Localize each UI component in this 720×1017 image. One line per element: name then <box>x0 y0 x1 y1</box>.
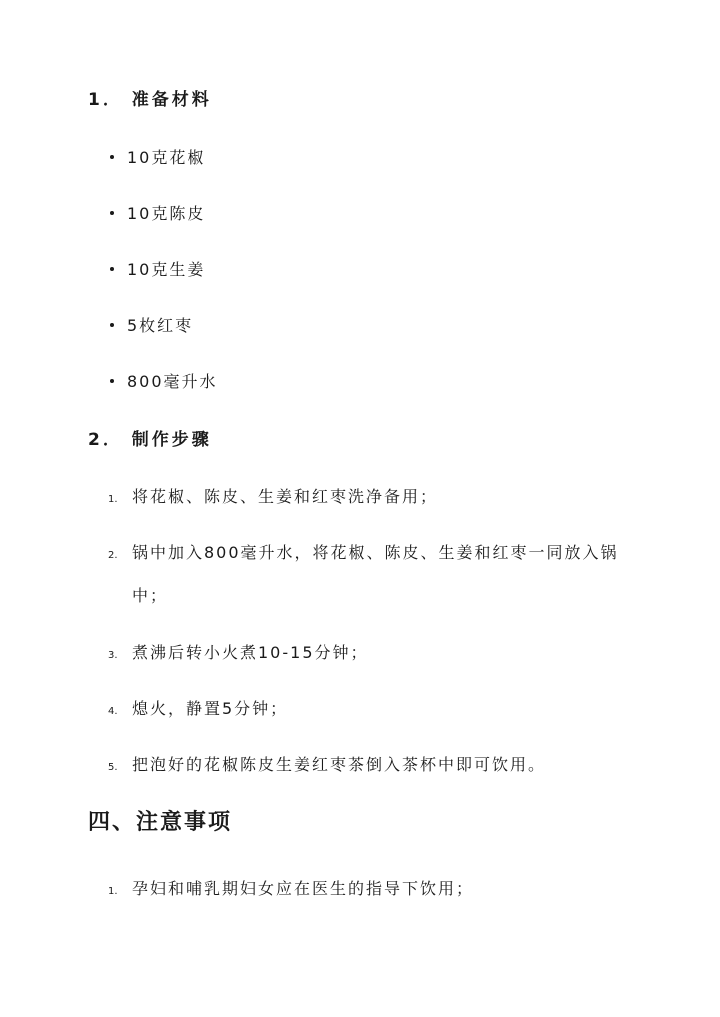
step-number: 1. <box>108 494 118 505</box>
list-item-text: 5枚红枣 <box>127 316 194 335</box>
bullet-icon <box>110 211 114 215</box>
list-item-text: 10克陈皮 <box>127 204 206 223</box>
bullet-icon <box>110 323 114 327</box>
step-number: 3. <box>108 650 118 661</box>
list-item-text: 10克生姜 <box>127 260 206 279</box>
section-heading-materials: 1． 准备材料 <box>88 90 212 110</box>
step-text: 孕妇和哺乳期妇女应在医生的指导下饮用； <box>132 879 475 898</box>
step-text: 锅中加入800毫升水，将花椒、陈皮、生姜和红枣一同放入锅 <box>132 543 619 562</box>
step-text-continuation: 中； <box>132 586 169 605</box>
list-item <box>110 260 205 280</box>
step-item <box>108 699 288 722</box>
step-text: 将花椒、陈皮、生姜和红枣洗净备用； <box>132 487 439 506</box>
step-number: 2. <box>108 550 118 561</box>
step-item <box>108 487 438 510</box>
step-text: 把泡好的花椒陈皮生姜红枣茶倒入茶杯中即可饮用。 <box>132 755 547 774</box>
list-item <box>110 204 205 224</box>
list-item <box>110 148 205 168</box>
section-heading-steps: 2． 制作步骤 <box>88 430 212 450</box>
step-number: 4. <box>108 706 118 717</box>
bullet-icon <box>110 155 114 159</box>
step-text: 熄火，静置5分钟； <box>132 699 289 718</box>
section-heading-notes: 四、注意事项 <box>88 810 233 835</box>
step-item <box>108 879 474 902</box>
step-number: 5. <box>108 762 118 773</box>
step-text: 煮沸后转小火煮10-15分钟； <box>132 643 369 662</box>
step-item <box>108 543 619 566</box>
step-item <box>108 643 369 666</box>
bullet-icon <box>110 267 114 271</box>
list-item <box>110 316 193 336</box>
step-number: 1. <box>108 886 118 897</box>
list-item <box>110 372 218 392</box>
list-item-text: 10克花椒 <box>127 148 206 167</box>
bullet-icon <box>110 379 114 383</box>
step-item <box>108 755 546 778</box>
list-item-text: 800毫升水 <box>127 372 218 391</box>
